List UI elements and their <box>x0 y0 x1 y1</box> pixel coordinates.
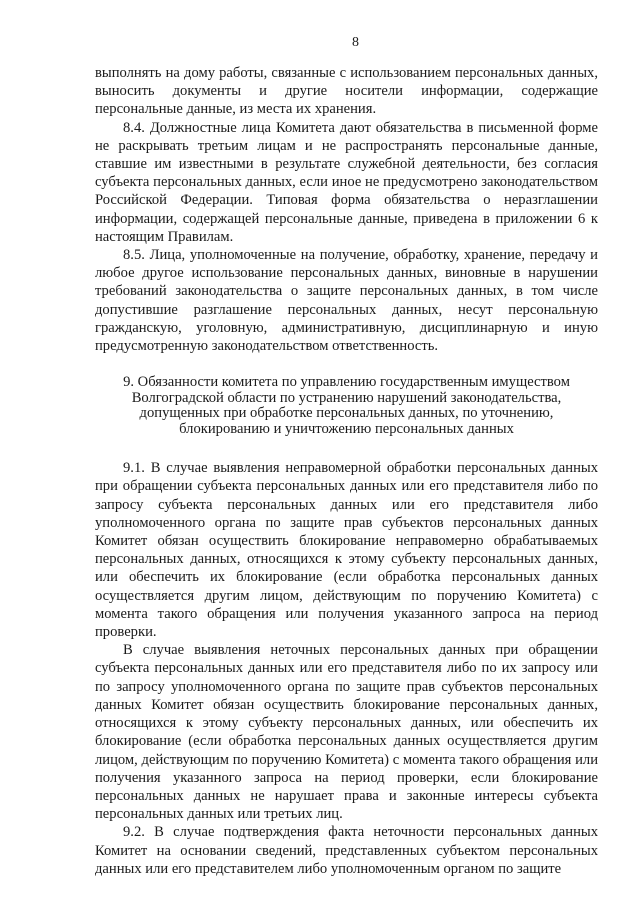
paragraph-9-1-second: В случае выявления неточных персональных данных при обращении субъекта персональных данных или его представителя либо по их запросу или по запросу уполномоченного органа по защите прав субъектов персональных данных Комитет обязан осуществить блокирование персональных данных, относящихся к этому субъекту персональных данных, или обеспечить их блокирование (если обработка персональных данных осуществляется другим лицом, действующим по поручению Комитета) с момента такого обращения или получения указанного запроса на период проверки, если блокирование персональных данных не нарушает права и законные интересы субъекта персональных данных или третьих лиц. <box>95 642 598 823</box>
page-number: 8 <box>352 35 359 50</box>
paragraph-9-1: 9.1. В случае выявления неправомерной обработки персональных данных при обращении субъекта персональных данных или его представителя либо по запросу субъекта персональных данных или его представителя либо уполномоченного органа по защите прав субъектов персональных данных Комитет обязан осуществить блокирование неправомерно обрабатываемых персональных данных, относящихся к этому субъекту персональных данных, или обеспечить их блокирование (если обработка персональных данных осуществляется другим лицом, действующим по поручению Комитета) с момента такого обращения или получения указанного запроса на период проверки. <box>95 460 598 641</box>
section-8-continuation <box>95 64 598 355</box>
section-9-heading: 9. Обязанности комитета по управлению государственным имуществом Волгоградской области по устранению нарушений законодательства, допущенных при обработке персональных данных, по уточнению, блокированию и уничтожению персональных данных <box>123 374 570 437</box>
paragraph-9-2: 9.2. В случае подтверждения факта неточности персональных данных Комитет на основании сведений, представленных субъектом персональных данных или его представителем либо уполномоченным органом по защите <box>95 824 598 877</box>
paragraph-8-5: 8.5. Лица, уполномоченные на получение, обработку, хранение, передачу и любое другое использование персональных данных, виновные в нарушении требований законодательства о защите персональных данных, в том числе допустившие разглашение персональных данных, несут персональную гражданскую, уголовную, административную, дисциплинарную и иную предусмотренную законодательством ответственность. <box>95 247 598 355</box>
paragraph-8-3-continuation: выполнять на дому работы, связанные с использованием персональных данных, выносить документы и другие носители информации, содержащие персональные данные, из места их хранения. <box>95 65 598 118</box>
section-9-body <box>95 459 598 878</box>
paragraph-8-4: 8.4. Должностные лица Комитета дают обязательства в письменной форме не раскрывать третьим лицам и не распространять персональные данные, ставшие им известными в результате служебной деятельности, без согласия субъекта персональных данных, если иное не предусмотрено законодательством Российской Федерации. Типовая форма обязательства о неразглашении информации, содержащей персональные данные, приведена в приложении 6 к настоящим Правилам. <box>95 119 598 245</box>
